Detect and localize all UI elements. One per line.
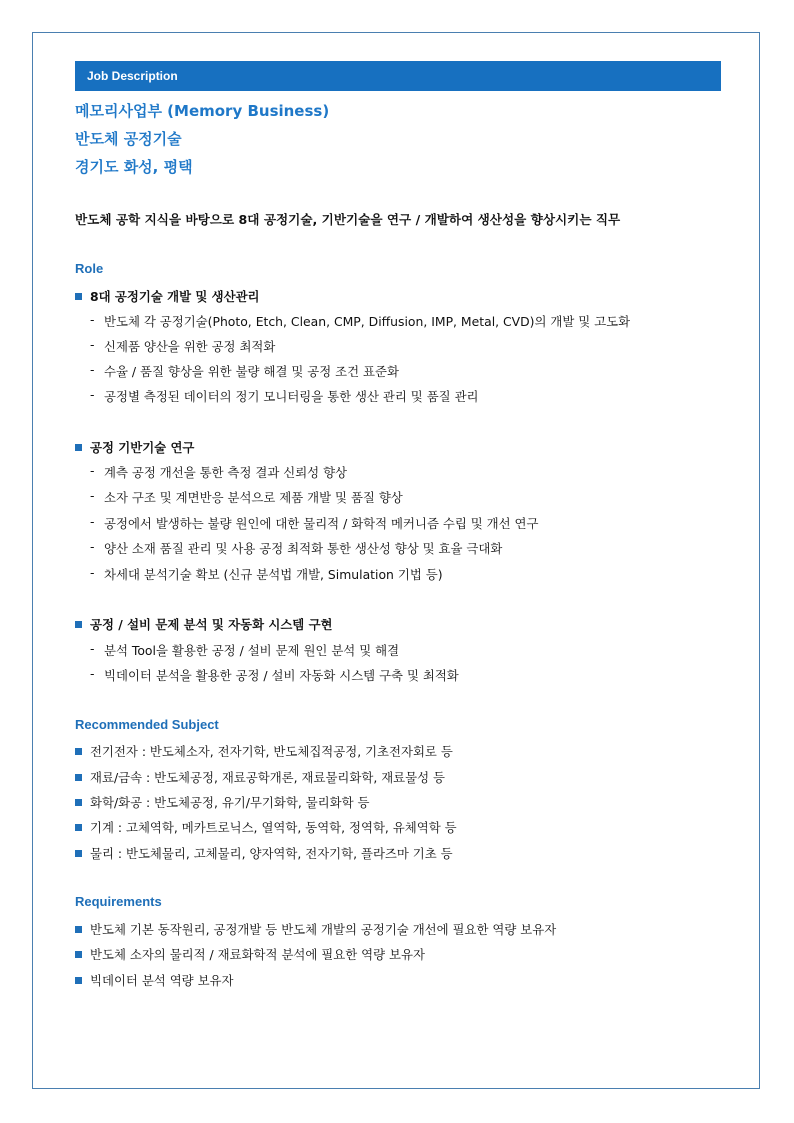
list-item: 물리 : 반도체물리, 고체물리, 양자역학, 전자기학, 플라즈마 기초 등: [75, 844, 453, 862]
square-bullet-icon: [75, 748, 82, 755]
list-item: - 계측 공정 개선을 통한 측정 결과 신뢰성 향상: [90, 463, 348, 480]
role-group-2-title: [75, 438, 194, 456]
square-bullet-icon: [75, 799, 82, 806]
square-bullet-icon: [75, 951, 82, 958]
list-item: 반도체 소자의 물리적 / 재료화학적 분석에 필요한 역량 보유자: [75, 945, 425, 963]
square-bullet-icon: [75, 774, 82, 781]
role-group-title: 8대 공정기술 개발 및 생산관리: [90, 289, 260, 304]
list-item: - 소자 구조 및 계면반응 분석으로 제품 개발 및 품질 향상: [90, 488, 403, 505]
list-item: 반도체 기본 동작원리, 공정개발 등 반도체 개발의 공정기술 개선에 필요한 역량 보유자: [75, 920, 556, 938]
list-item: 화학/화공 : 반도체공정, 유기/무기화학, 물리화학 등: [75, 793, 369, 811]
square-bullet-icon: [75, 977, 82, 984]
list-item: - 공정별 측정된 데이터의 정기 모니터링을 통한 생산 관리 및 품질 관리: [90, 387, 479, 404]
list-item: - 빅데이터 분석을 활용한 공정 / 설비 자동화 시스템 구축 및 최적화: [90, 666, 459, 683]
location-title: 경기도 화성, 평택: [75, 158, 193, 176]
list-item: 재료/금속 : 반도체공정, 재료공학개론, 재료물리화학, 재료물성 등: [75, 768, 445, 786]
list-item: - 분석 Tool을 활용한 공정 / 설비 문제 원인 분석 및 해결: [90, 641, 400, 658]
list-item: 기계 : 고체역학, 메카트로닉스, 열역학, 동역학, 정역학, 유체역학 등: [75, 818, 457, 836]
list-item: 전기전자 : 반도체소자, 전자기학, 반도체집적공정, 기초전자회로 등: [75, 742, 453, 760]
role-group-title: 공정 기반기술 연구: [90, 440, 195, 455]
list-item: - 반도체 각 공정기술(Photo, Etch, Clean, CMP, Diffusion, IMP, Metal, CVD)의 개발 및 고도화: [90, 312, 631, 329]
job-summary: 반도체 공학 지식을 바탕으로 8대 공정기술, 기반기술을 연구 / 개발하여 생산성을 향상시키는 직무: [75, 212, 621, 227]
square-bullet-icon: [75, 824, 82, 831]
list-item: - 공정에서 발생하는 불량 원인에 대한 물리적 / 화학적 메커니즘 수립 및 개선 연구: [90, 514, 539, 531]
square-bullet-icon: [75, 444, 82, 451]
job-description-header: [75, 61, 721, 91]
square-bullet-icon: [75, 621, 82, 628]
list-item: - 양산 소재 품질 관리 및 사용 공정 최적화 통한 생산성 향상 및 효율 극대화: [90, 539, 503, 556]
role-heading: Role: [75, 261, 104, 276]
list-item: - 차세대 분석기술 확보 (신규 분석법 개발, Simulation 기법 등): [90, 565, 443, 582]
recommended-heading: Recommended Subject: [75, 717, 219, 732]
role-group-title: 공정 / 설비 문제 분석 및 자동화 시스템 구현: [90, 617, 333, 632]
list-item: 빅데이터 분석 역량 보유자: [75, 971, 233, 989]
field-title: 반도체 공정기술: [75, 130, 182, 148]
header-label: Job Description: [87, 69, 178, 83]
square-bullet-icon: [75, 293, 82, 300]
requirements-heading: Requirements: [75, 894, 162, 909]
square-bullet-icon: [75, 926, 82, 933]
role-group-1-title: [75, 287, 260, 305]
list-item: - 수율 / 품질 향상을 위한 불량 해결 및 공정 조건 표준화: [90, 362, 399, 379]
business-title: 메모리사업부 (Memory Business): [75, 102, 330, 120]
role-group-3-title: [75, 615, 333, 633]
list-item: - 신제품 양산을 위한 공정 최적화: [90, 337, 276, 354]
square-bullet-icon: [75, 850, 82, 857]
